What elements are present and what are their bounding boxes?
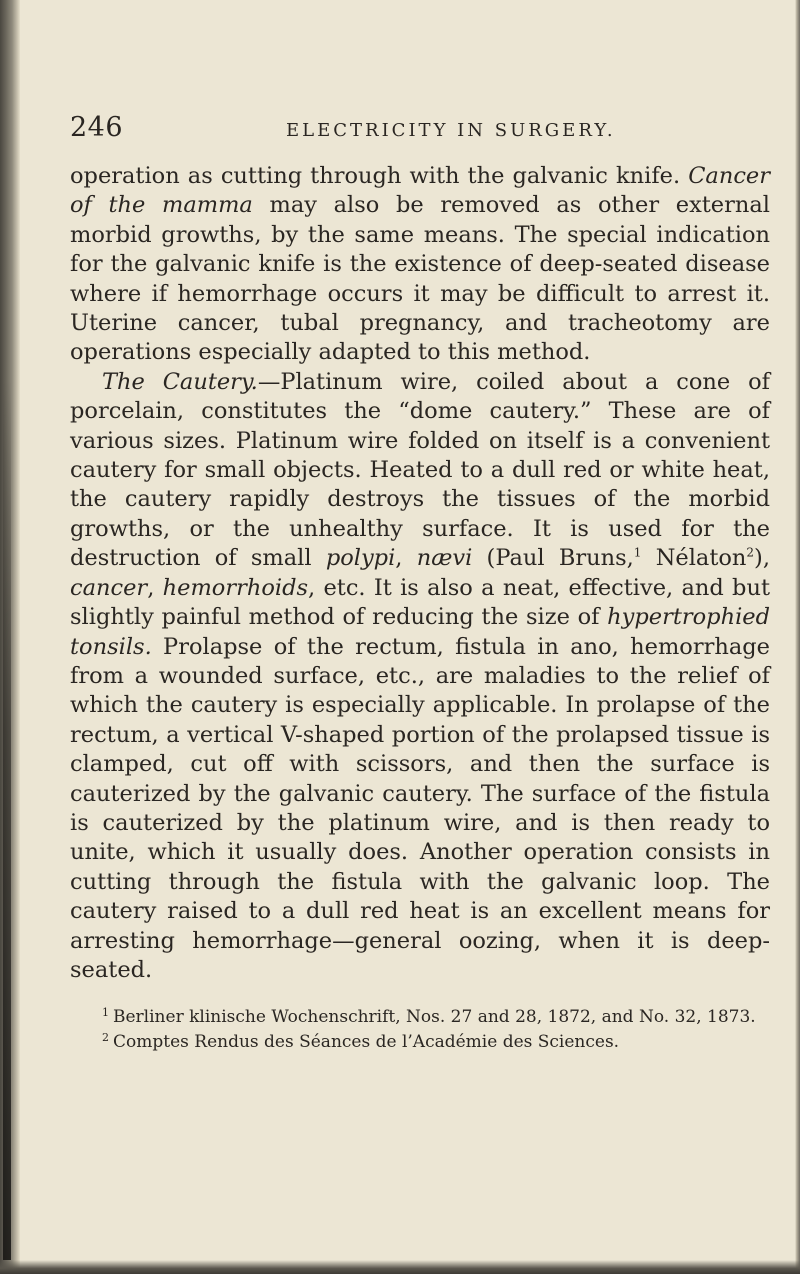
text-run: Prolapse of the rectum, fistula in ano, hemorrhage from a wounded surface, etc., are maladies to the relief of which the cautery is especially applicable. In prolapse of the rectum, a vertical V-shaped portion of the prolapsed tissue is clamped, cut off with scissors, and then the surface is cauterized by the galvanic cautery. The surface of the fistula is cauterized by the platinum wire, and is then ready to unite, which it usually does. Another operation consists in cutting through the fistula with the galvanic loop. The cautery raised to a dull red heat is an excellent means for arresting hemorrhage—general oozing, when it is deep-seated. <box>70 633 770 983</box>
italic-text: polypi <box>325 545 396 572</box>
paragraph <box>70 368 770 986</box>
footnote <box>70 1005 770 1030</box>
footnotes <box>70 1005 770 1055</box>
text-run: —Platinum wire, coiled about a cone of porcelain, constitutes the “dome cautery.” These are of various sizes. Platinum wire folded on itself is a convenient cautery for small objects. Heated to a dull red or white heat, the cautery rapidly destroys the tissues of the morbid growths, or the unhealthy surface. It is used for the destruction of small <box>70 368 770 572</box>
paragraph <box>70 162 770 368</box>
running-head <box>70 112 770 152</box>
running-title: ELECTRICITY IN SURGERY. <box>286 120 616 141</box>
text-run: , <box>395 545 417 572</box>
page-bottom-edge <box>0 1260 800 1274</box>
footnote <box>70 1030 770 1055</box>
italic-text: cancer <box>70 574 148 601</box>
body-text <box>70 162 770 985</box>
text-run: may also be removed as other external morbid growths, by the same means. The special indication for the galvanic knife is the existence of deep-seated disease where if hemorrhage occurs it may be difficult to arrest it. Uterine cancer, tubal pregnancy, and tracheotomy are operations especially adapted to this method. <box>70 192 770 366</box>
footnote-marker: 2 <box>102 1030 109 1044</box>
footnote-text: Comptes Rendus des Séances de l’Académie des Sciences. <box>113 1032 620 1053</box>
page-number: 246 <box>70 112 124 143</box>
italic-text: hypertrophied tonsils. <box>70 604 770 660</box>
text-run: (Paul Bruns, <box>472 545 634 572</box>
italic-text: Cancer of the mamma <box>70 163 770 219</box>
footnote-marker: 1 <box>102 1005 109 1019</box>
footnote-reference: 1 <box>633 545 642 560</box>
italic-text: The Cautery. <box>102 368 258 395</box>
book-page <box>70 112 770 1055</box>
italic-text: nævi <box>416 545 473 572</box>
binding-gutter <box>0 0 20 1274</box>
text-run: , etc. It is also a neat, effective, and but slightly painful method of reducing the size of <box>70 574 770 631</box>
footnote-text: Berliner klinische Wochenschrift, Nos. 27 and 28, 1872, and No. 32, 1873. <box>113 1007 756 1028</box>
italic-text: hemorrhoids <box>162 574 309 601</box>
text-run: operation as cutting through with the galvanic knife. <box>70 163 689 189</box>
text-run: Nélaton <box>641 545 747 572</box>
footnote-reference: 2 <box>746 545 755 560</box>
page-right-edge <box>795 0 800 1274</box>
text-run: , <box>147 574 163 601</box>
text-run: ), <box>754 545 770 572</box>
binding-shadow <box>3 380 11 1260</box>
